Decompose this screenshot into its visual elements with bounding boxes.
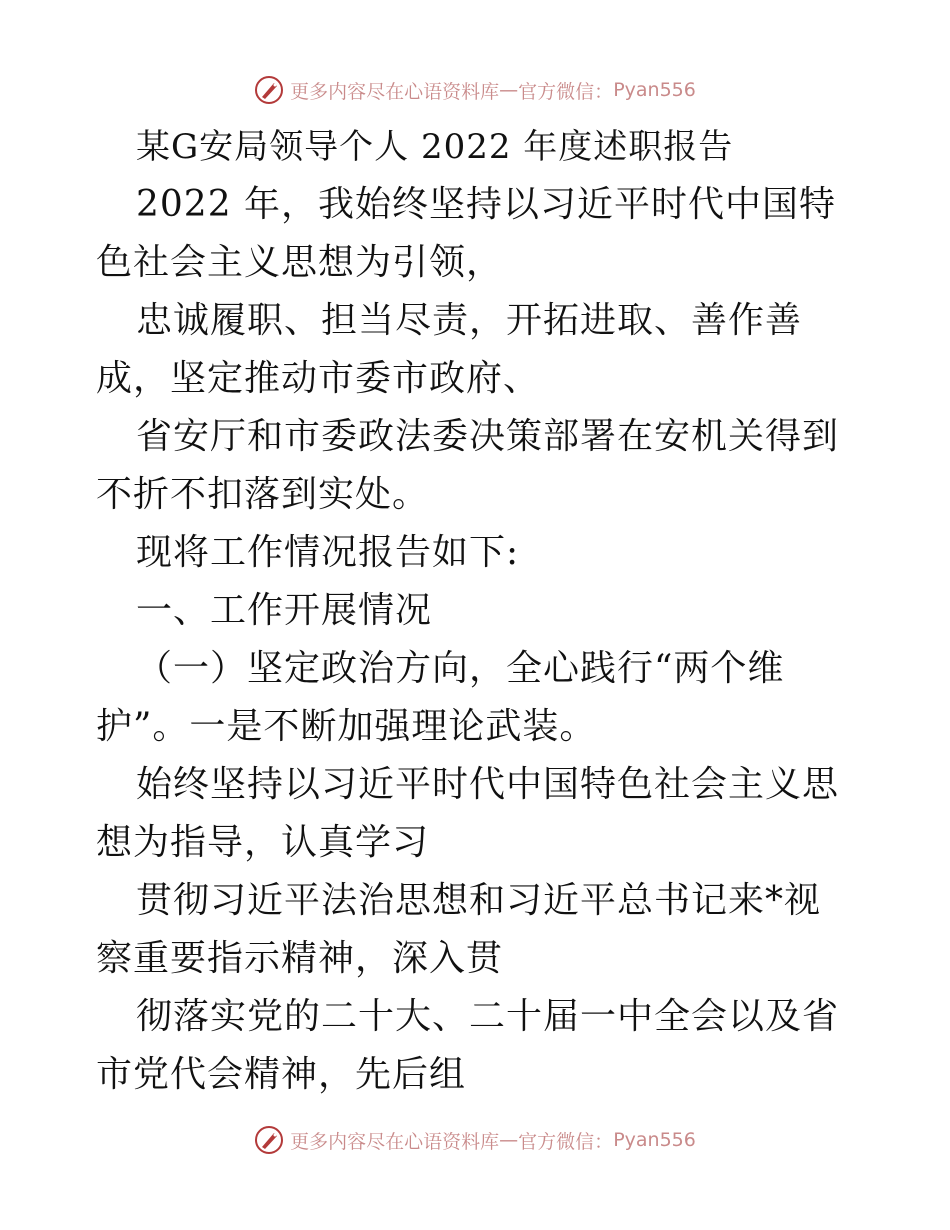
watermark-footer bbox=[0, 1120, 950, 1160]
document-title: 某G安局领导个人 2022 年度述职报告 bbox=[136, 127, 734, 167]
watermark-header bbox=[0, 70, 950, 110]
paragraph: （一）坚定政治方向，全心践行“两个维护”。一是不断加强理论武装。 bbox=[96, 648, 785, 747]
paragraph: 省安厅和市委政法委决策部署在安机关得到不折不扣落到实处。 bbox=[96, 416, 840, 515]
watermark-account-id: Pyan556 bbox=[613, 1129, 696, 1151]
pen-nib-logo-icon bbox=[254, 1125, 284, 1155]
document-body bbox=[96, 118, 856, 1104]
watermark-brand-text: 更多内容尽在心语资料库 bbox=[290, 80, 500, 103]
paragraph: 现将工作情况报告如下: bbox=[136, 532, 520, 573]
watermark-account-label: 官方微信： bbox=[518, 80, 614, 103]
paragraph: 忠诚履职、担当尽责，开拓进取、善作善成，坚定推动市委市政府、 bbox=[96, 300, 803, 399]
paragraph: 彻落实党的二十大、二十届一中全会以及省市党代会精神，先后组 bbox=[96, 996, 840, 1095]
watermark-account-id: Pyan556 bbox=[613, 79, 696, 101]
watermark-separator: — bbox=[499, 1129, 519, 1151]
pen-nib-logo-icon bbox=[254, 75, 284, 105]
paragraph: 贯彻习近平法治思想和习近平总书记来*视察重要指示精神，深入贯 bbox=[96, 880, 822, 979]
paragraph: 2022 年，我始终坚持以习近平时代中国特色社会主义思想为引领， bbox=[96, 184, 837, 283]
section-heading: 一、工作开展情况 bbox=[136, 590, 433, 631]
watermark-separator: — bbox=[499, 79, 519, 101]
watermark-brand-text: 更多内容尽在心语资料库 bbox=[290, 1130, 500, 1153]
watermark-account-label: 官方微信： bbox=[518, 1130, 614, 1153]
paragraph: 始终坚持以习近平时代中国特色社会主义思想为指导，认真学习 bbox=[96, 764, 840, 863]
